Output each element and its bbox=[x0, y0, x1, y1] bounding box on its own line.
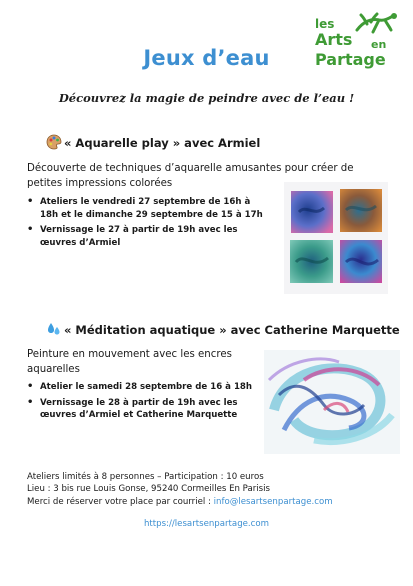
logo-text-en: en bbox=[371, 38, 387, 51]
bullet-list-aquarelle bbox=[25, 196, 265, 252]
palette-icon bbox=[46, 134, 62, 150]
watercolor-squares-image bbox=[284, 182, 388, 294]
footer-participation: Ateliers limités à 8 personnes – Participation : 10 euros bbox=[27, 472, 264, 482]
logo-text-les: les bbox=[315, 17, 335, 31]
list-item: • Ateliers le vendredi 27 septembre de 16h à 18h et le dimanche 29 septembre de 15 à 17h bbox=[25, 196, 265, 221]
section-title-aquarelle: « Aquarelle play » avec Armiel bbox=[64, 136, 261, 150]
website-link[interactable]: https://lesartsenpartage.com bbox=[143, 519, 270, 529]
logo-text-arts: Arts bbox=[315, 30, 353, 49]
bullet-list-meditation bbox=[25, 381, 265, 425]
list-item: • Vernissage le 28 à partir de 19h avec les œuvres d’Armiel et Catherine Marquette bbox=[25, 397, 265, 422]
section-description-aquarelle: Découverte de techniques d’aquarelle amusantes pour créer de petites impressions colorées bbox=[27, 163, 354, 189]
gecko-icon bbox=[353, 12, 399, 38]
list-item: • Vernissage le 27 à partir de 19h avec les œuvres d’Armiel bbox=[25, 224, 265, 249]
footer-reservation bbox=[27, 496, 387, 508]
footer-info bbox=[27, 471, 387, 508]
page-title: Jeux d’eau bbox=[143, 46, 270, 70]
section-description-meditation: Peinture en mouvement avec les encres aquarelles bbox=[27, 349, 232, 375]
list-item: • Atelier le samedi 28 septembre de 16 à 18h bbox=[25, 381, 265, 394]
logo bbox=[313, 12, 401, 78]
email-link[interactable]: info@lesartsenpartage.com bbox=[213, 496, 333, 507]
footer-location: Lieu : 3 bis rue Louis Gonse, 95240 Cormeilles En Parisis bbox=[27, 484, 271, 495]
ink-swirl-painting-image bbox=[264, 350, 400, 454]
reservation-text: Merci de réserver votre place par courriel : bbox=[27, 496, 214, 507]
water-drops-icon bbox=[46, 321, 62, 337]
tagline: Découvrez la magie de peindre avec de l’eau ! bbox=[58, 91, 355, 105]
logo-text-partage: Partage bbox=[315, 50, 386, 69]
section-title-meditation: « Méditation aquatique » avec Catherine Marquette bbox=[64, 323, 400, 337]
